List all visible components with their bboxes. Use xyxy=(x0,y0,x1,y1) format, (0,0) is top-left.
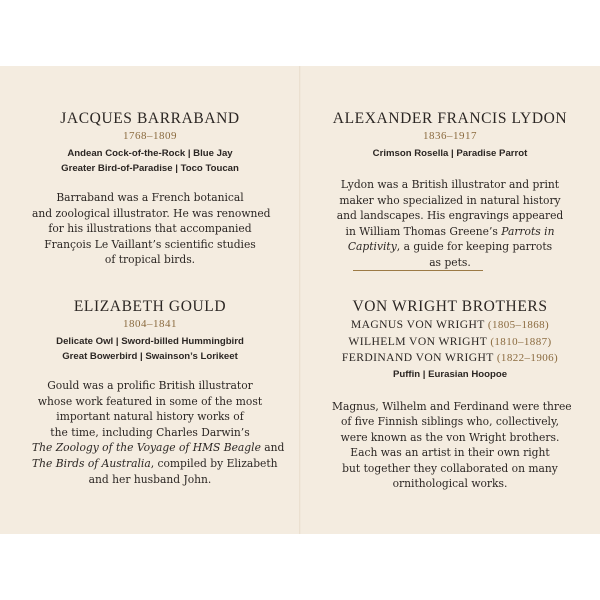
card-barraband xyxy=(32,110,271,268)
section-divider xyxy=(353,270,483,271)
book-title: The Zoology of the Voyage of HMS Beagle xyxy=(32,441,261,455)
illustrator-bio: Gould was a prolific British illustrator whose work featured in some of the most important natural history works of the time, including Charles Darwin’s The Zoology of the Voyage of HMS Beagle and The Birds of Australia, compiled by Elizabeth and her husband John. xyxy=(32,379,285,486)
bird-list: Puffin | Eurasian Hoopoe xyxy=(392,368,508,380)
illustrator-name: VON WRIGHT BROTHERS xyxy=(352,298,548,315)
illustrator-name: ALEXANDER FRANCIS LYDON xyxy=(332,110,568,127)
book-title: Parrots in xyxy=(501,224,555,238)
card-lydon xyxy=(332,110,568,271)
illustrator-bio: Magnus, Wilhelm and Ferdinand were three of five Finnish siblings who, collectively, were known as the von Wright brothers. Each was an artist in their own right but together they collaborated on many ornithological works. xyxy=(332,399,572,491)
book-spread xyxy=(0,66,600,534)
illustrator-dates: 1804–1841 xyxy=(123,318,177,330)
card-von-wright xyxy=(332,298,572,492)
member-entry: MAGNUS VON WRIGHT (1805–1868) xyxy=(350,318,550,331)
member-entry: FERDINAND VON WRIGHT (1822–1906) xyxy=(341,351,559,364)
card-gould xyxy=(32,298,285,487)
book-title: The Birds of Australia xyxy=(32,456,151,470)
bird-list: Andean Cock-of-the-Rock | Blue Jay Greater Bird-of-Paradise | Toco Toucan xyxy=(61,148,239,174)
book-gutter xyxy=(299,66,301,534)
member-list xyxy=(332,317,568,367)
illustrator-bio: Barraband was a French botanical and zoological illustrator. He was renowned for his illustrations that accompanied François Le Vaillant’s scientific studies of tropical birds. xyxy=(32,191,271,267)
illustrator-name: JACQUES BARRABAND xyxy=(60,110,240,127)
bird-list: Crimson Rosella | Paradise Parrot xyxy=(372,148,528,159)
illustrator-dates: 1768–1809 xyxy=(123,130,177,142)
member-entry: WILHELM VON WRIGHT (1810–1887) xyxy=(348,334,552,348)
bird-list: Delicate Owl | Sword-billed Hummingbird Great Bowerbird | Swainson’s Lorikeet xyxy=(56,336,244,362)
book-title: Captivity xyxy=(347,240,397,254)
illustrator-bio: Lydon was a British illustrator and print maker who specialized in natural history and landscapes. His engravings appeared in William Thomas Greene’s Parrots in Captivity, a guide for keeping parrots as pets. xyxy=(336,178,564,269)
illustrator-name: ELIZABETH GOULD xyxy=(73,298,227,315)
illustrator-dates: 1836–1917 xyxy=(423,130,477,142)
